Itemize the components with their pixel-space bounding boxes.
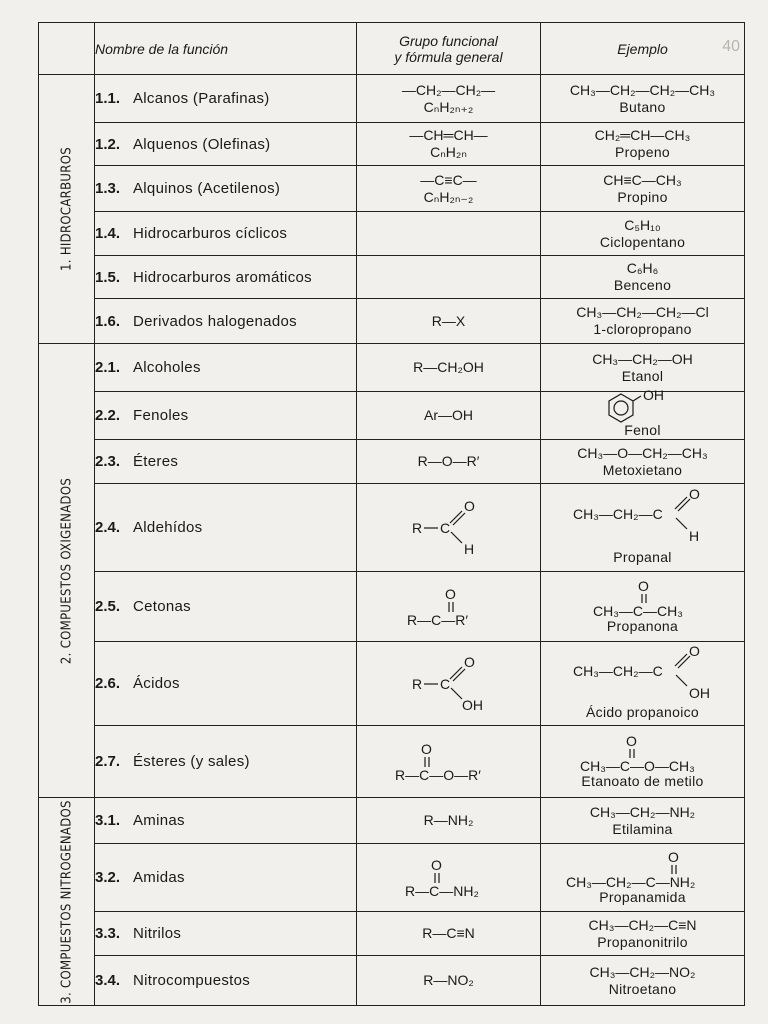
page-number: 40: [722, 38, 740, 55]
ester-general-structure: [389, 740, 509, 784]
example: C₆H₆ Benceno: [541, 256, 745, 299]
functional-group-formula: —CH₂—CH₂— CₙH₂ₙ₊₂: [357, 75, 541, 123]
svg-text:OH: OH: [461, 696, 483, 713]
functional-groups-table: [38, 22, 745, 1006]
svg-text:CH₃—C—O—CH₃: CH₃—C—O—CH₃: [579, 758, 695, 774]
function-name: 1.4. Hidrocarburos cíclicos: [95, 212, 357, 256]
functional-group-formula: R—NO₂: [357, 956, 541, 1006]
table-row: [39, 572, 745, 642]
svg-text:O: O: [637, 578, 649, 594]
svg-text:C: C: [439, 519, 450, 536]
acid-example-structure: [563, 643, 723, 702]
table-row: [39, 440, 745, 484]
functional-group-formula: [357, 212, 541, 256]
example: CH₃—O—CH₂—CH₃ Metoxietano: [541, 440, 745, 484]
group-label-oxigenados: 2. COMPUESTOS OXIGENADOS: [59, 477, 74, 664]
function-name: 2.2. Fenoles: [95, 392, 357, 440]
function-name: 3.4. Nitrocompuestos: [95, 956, 357, 1006]
phenol-structure: [603, 387, 683, 422]
functional-group-formula: [357, 256, 541, 299]
svg-text:O: O: [430, 856, 442, 873]
table-row: [39, 75, 745, 123]
example: O CH₃—C—CH₃ Propanona: [541, 572, 745, 642]
table-row: [39, 344, 745, 392]
example: CH₂═CH—CH₃ Propeno: [541, 123, 745, 166]
function-name: 2.5. Cetonas: [95, 572, 357, 642]
svg-text:R—C—R′: R—C—R′: [406, 611, 468, 628]
table-row: [39, 166, 745, 212]
functional-group-formula: [357, 844, 541, 912]
table-header-row: [39, 23, 745, 75]
function-name: 3.1. Aminas: [95, 798, 357, 844]
example: CH₃—CH₂—OH Etanol: [541, 344, 745, 392]
svg-text:O: O: [463, 653, 475, 670]
svg-text:CH₃—C—CH₃: CH₃—C—CH₃: [592, 603, 683, 619]
function-name: 2.1. Alcoholes: [95, 344, 357, 392]
svg-text:O: O: [420, 740, 432, 757]
group-oxigenados: [39, 344, 95, 798]
table-row: [39, 212, 745, 256]
svg-text:OH: OH: [688, 685, 710, 701]
svg-text:R—C—O—R′: R—C—O—R′: [394, 766, 481, 783]
example: CH₃—CH₂—C O H Propanal: [541, 484, 745, 572]
example: O CH₃—CH₂—C—NH₂ Propanamida: [541, 844, 745, 912]
functional-group-formula: Ar—OH: [357, 392, 541, 440]
table-row: [39, 912, 745, 956]
ketone-general-structure: [401, 585, 497, 629]
table-row: [39, 956, 745, 1006]
function-name: 1.6. Derivados halogenados: [95, 299, 357, 344]
svg-text:CH₃—CH₂—C: CH₃—CH₂—C: [572, 663, 663, 679]
functional-group-formula: [357, 484, 541, 572]
table-row: [39, 798, 745, 844]
functional-group-formula: R—NH₂: [357, 798, 541, 844]
function-name: 1.3. Alquinos (Acetilenos): [95, 166, 357, 212]
example: CH₃—CH₂—C≡N Propanonitrilo: [541, 912, 745, 956]
functional-group-formula: —C≡C— CₙH₂ₙ₋₂: [357, 166, 541, 212]
group-nitrogenados: [39, 798, 95, 1006]
amide-example-structure: [558, 849, 728, 889]
functional-group-formula: R—CH₂OH: [357, 344, 541, 392]
example: O CH₃—C—O—CH₃ Etanoato de metilo: [541, 726, 745, 798]
function-name: 3.3. Nitrilos: [95, 912, 357, 956]
formula-header-line2: y fórmula general: [394, 48, 503, 65]
svg-text:O: O: [667, 849, 679, 865]
acid-general-structure: [404, 655, 494, 713]
table-row: [39, 123, 745, 166]
functional-group-formula: [357, 726, 541, 798]
functional-group-formula: R—O—R′: [357, 440, 541, 484]
function-name: 2.3. Éteres: [95, 440, 357, 484]
function-name: 1.2. Alquenos (Olefinas): [95, 123, 357, 166]
function-name: 1.1. Alcanos (Parafinas): [95, 75, 357, 123]
functional-group-formula: [357, 642, 541, 726]
group-hidrocarburos: [39, 75, 95, 344]
svg-text:C: C: [439, 675, 450, 692]
example: OH Fenol: [541, 392, 745, 440]
function-name: 2.7. Ésteres (y sales): [95, 726, 357, 798]
group-label-hidrocarburos: 1. HIDROCARBUROS: [59, 147, 74, 271]
table-row: [39, 844, 745, 912]
example: CH₃—CH₂—CH₂—CH₃ Butano: [541, 75, 745, 123]
benzene-ring-icon: [609, 394, 633, 422]
table-row: [39, 256, 745, 299]
function-name: 1.5. Hidrocarburos aromáticos: [95, 256, 357, 299]
example: CH₃—CH₂—NO₂ Nitroetano: [541, 956, 745, 1006]
ketone-example-structure: [583, 578, 703, 618]
svg-text:O: O: [688, 486, 700, 502]
phenol-oh-label: OH: [642, 387, 664, 403]
functional-group-formula: R—X: [357, 299, 541, 344]
blank-header-cell: [39, 23, 95, 75]
svg-text:H: H: [463, 540, 474, 557]
functional-group-formula: R—C≡N: [357, 912, 541, 956]
ester-example-structure: [568, 733, 718, 773]
svg-text:O: O: [463, 497, 475, 514]
example: CH₃—CH₂—NH₂ Etilamina: [541, 798, 745, 844]
table-row: [39, 642, 745, 726]
function-name: 2.4. Aldehídos: [95, 484, 357, 572]
functional-group-formula: —CH═CH— CₙH₂ₙ: [357, 123, 541, 166]
svg-text:R: R: [411, 519, 422, 536]
svg-text:R: R: [411, 675, 422, 692]
formula-header-line1: Grupo funcional: [399, 32, 498, 49]
svg-text:CH₃—CH₂—C—NH₂: CH₃—CH₂—C—NH₂: [565, 874, 695, 890]
aldehyde-example-structure: [563, 486, 723, 547]
example: CH₃—CH₂—CH₂—Cl 1-cloropropano: [541, 299, 745, 344]
aldehyde-general-structure: [404, 499, 494, 557]
table-row: [39, 299, 745, 344]
functional-group-formula: [357, 572, 541, 642]
example-column-header: Ejemplo: [541, 23, 745, 75]
table-row: [39, 726, 745, 798]
example: CH≡C—CH₃ Propino: [541, 166, 745, 212]
table-row: [39, 392, 745, 440]
group-label-nitrogenados: 3. COMPUESTOS NITROGENADOS: [59, 799, 74, 1004]
function-name: 3.2. Amidas: [95, 844, 357, 912]
name-column-header: Nombre de la función: [95, 23, 357, 75]
svg-text:O: O: [688, 643, 700, 659]
table-row: [39, 484, 745, 572]
example: CH₃—CH₂—C O OH Ácido propanoico: [541, 642, 745, 726]
example: C₅H₁₀ Ciclopentano: [541, 212, 745, 256]
amide-general-structure: [399, 856, 499, 900]
svg-text:O: O: [625, 733, 637, 749]
svg-text:CH₃—CH₂—C: CH₃—CH₂—C: [572, 506, 663, 522]
function-name: 2.6. Ácidos: [95, 642, 357, 726]
svg-text:H: H: [688, 528, 699, 544]
svg-text:R—C—NH₂: R—C—NH₂: [404, 882, 479, 899]
svg-text:O: O: [444, 585, 456, 602]
formula-column-header: [357, 23, 541, 75]
